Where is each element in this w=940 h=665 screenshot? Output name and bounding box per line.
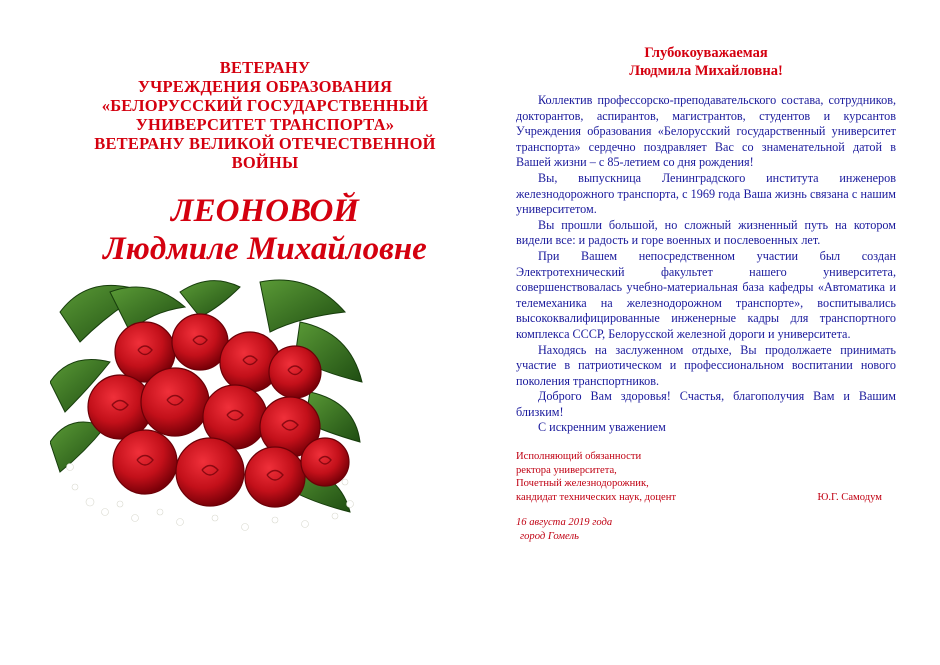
letter-paragraph: Доброго Вам здоровья! Счастья, благополучия Вам и Вашим близким! <box>516 389 896 419</box>
letter-place: город Гомель <box>520 530 579 542</box>
letter-closing: С искренним уважением <box>538 420 666 435</box>
recipient-given-names: Людмиле Михайловне <box>103 231 427 267</box>
signer-title-line: Почетный железнодорожник, <box>516 478 649 490</box>
greeting <box>516 44 896 80</box>
signer-title-line: кандидат технических наук, доцент <box>516 491 677 503</box>
recipient-line: ВОЙНЫ <box>231 153 299 172</box>
letter-paragraph: Вы прошли большой, но сложный жизненный путь на котором видели все: и радость и горе военных и послевоенных лет. <box>516 217 896 248</box>
rose-bouquet-icon <box>50 272 370 540</box>
letter-body <box>516 93 896 436</box>
letter-paragraph: Коллектив профессорско-преподавательского состава, сотрудников, докторантов, аспирантов, магистрантов, студентов и курсантов Учреждения образования «Белорусский государственный университет транспорта» сердечно поздравляет Вас со знаменательной датой в Вашей жизни – с 85-летием со дня рождения! <box>516 93 896 170</box>
signature-block <box>516 450 896 504</box>
recipient-title <box>40 58 490 172</box>
left-panel <box>40 58 490 268</box>
recipient-surname: ЛЕОНОВОЙ <box>171 193 359 229</box>
date-place <box>516 516 896 543</box>
recipient-line: УНИВЕРСИТЕТ ТРАНСПОРТА» <box>135 115 395 134</box>
greeting-line: Глубокоуважаемая <box>644 45 768 61</box>
letter-paragraph: Находясь на заслуженном отдыхе, Вы продолжаете принимать участие в патриотическом и профессиональном воспитании нового поколения транспортников. <box>516 342 896 388</box>
recipient-name <box>40 192 490 268</box>
recipient-line: УЧРЕЖДЕНИЯ ОБРАЗОВАНИЯ <box>137 77 393 96</box>
letter-panel <box>516 44 896 543</box>
letter-paragraph: Вы, выпускница Ленинградского института инженеров железнодорожного транспорта, с 1969 года Ваша жизнь связана с нашим университетом. <box>516 170 896 217</box>
recipient-line: «БЕЛОРУССКИЙ ГОСУДАРСТВЕННЫЙ <box>101 96 429 115</box>
letter-date: 16 августа 2019 года <box>516 517 613 529</box>
signer-title-line: Исполняющий обязанности <box>516 451 642 463</box>
letter-paragraph: При Вашем непосредственном участии был создан Электротехнический факультет нашего университета, совершенствовалась учебно-материальная база кафедры «Автоматика и телемеханика на железнодорожном транспорте», воспитывались высококвалифицированные инженерные кадры для транспортного комплекса СССР, Белорусской железной дороги и университета. <box>516 248 896 341</box>
recipient-line: ВЕТЕРАНУ <box>219 58 311 77</box>
signer-name: Ю.Г. Самодум <box>817 491 882 503</box>
recipient-line: ВЕТЕРАНУ ВЕЛИКОЙ ОТЕЧЕСТВЕННОЙ <box>94 134 436 153</box>
greeting-line: Людмила Михайловна! <box>629 63 783 79</box>
signer-title-line: ректора университета, <box>516 464 617 476</box>
